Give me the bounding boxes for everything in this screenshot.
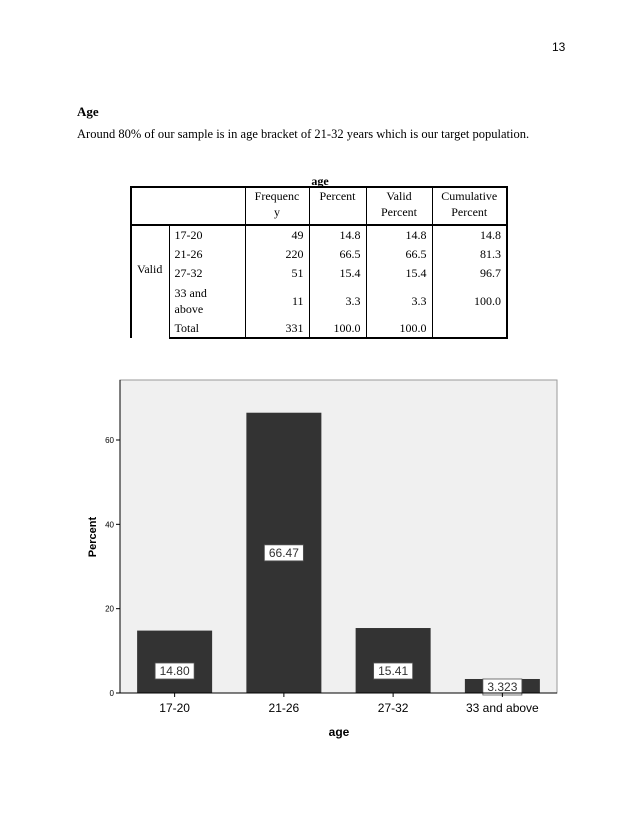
x-tick-label: 33 and above — [466, 701, 539, 715]
table-total-row: Total 331 100.0 100.0 — [131, 319, 507, 338]
x-axis — [120, 693, 557, 715]
y-tick-label: 60 — [105, 436, 114, 445]
row-label: 17-20 — [169, 225, 245, 244]
section-paragraph: Around 80% of our sample is in age bracket of 21-32 years which is our target population. — [77, 127, 530, 141]
row-label: Total — [169, 319, 245, 338]
page-number: 13 — [552, 40, 566, 54]
bar — [137, 631, 212, 693]
x-axis-label: age — [328, 725, 350, 739]
x-tick-label: 27-32 — [377, 701, 409, 715]
row-label: 21-26 — [169, 244, 245, 263]
y-tick-label: 20 — [105, 604, 114, 614]
group-label: Valid — [131, 225, 169, 338]
data-label: 14.80 — [159, 664, 190, 678]
header-cumulative-percent: Cumulative Percent — [432, 187, 507, 225]
y-axis-label: Percent — [87, 516, 99, 558]
row-label: 33 and above — [169, 282, 245, 319]
y-axis — [105, 380, 120, 698]
section-heading: Age — [77, 104, 99, 119]
row-label: 27-32 — [169, 263, 245, 282]
data-label: 66.47 — [268, 545, 299, 560]
table-row: Valid 17-20 49 14.8 14.8 14.8 — [131, 225, 507, 244]
y-tick-label: 0 — [109, 689, 114, 698]
x-tick-label: 17-20 — [159, 701, 190, 715]
table-title: age — [311, 174, 329, 188]
bar — [356, 628, 431, 693]
data-label: 15.41 — [378, 664, 409, 678]
table-row: 33 and above 11 3.3 3.3 100.0 — [131, 282, 507, 319]
header-valid-percent: Valid Percent — [366, 187, 432, 225]
y-tick-label: 40 — [105, 520, 114, 530]
table-row: 27-32 51 15.4 15.4 96.7 — [131, 263, 507, 282]
x-tick-label: 21-26 — [268, 701, 300, 715]
data-label: 3.323 — [487, 680, 518, 694]
header-frequency: Frequenc y — [245, 187, 309, 225]
table-row: 21-26 220 66.5 66.5 81.3 — [131, 244, 507, 263]
header-percent: Percent — [309, 187, 366, 225]
